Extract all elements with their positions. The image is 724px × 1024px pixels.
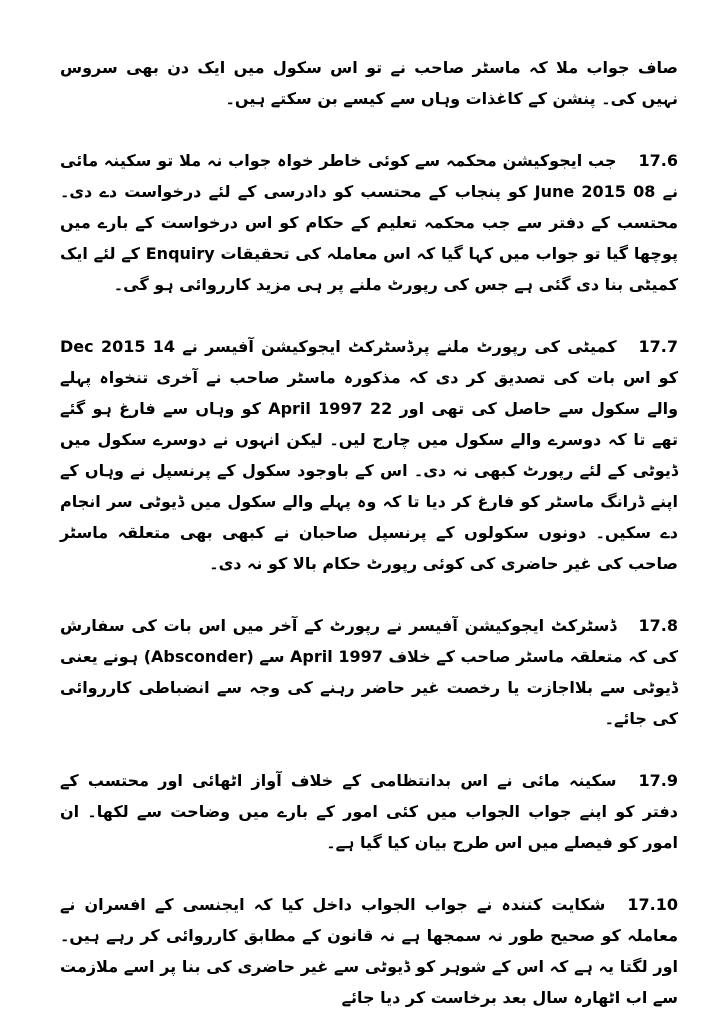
paragraph-17-7 (60, 331, 678, 579)
paragraph-number: 17.10 (627, 895, 678, 914)
paragraph-number: 17.8 (638, 616, 678, 635)
paragraph-text: سکینہ مائی نے اس بدانتظامی کے خلاف آواز اٹھائی اور محتسب کے دفتر کو اپنے جواب الجواب میں کئی امور کے بارے میں وضاحت سے لکھا۔ ان امور کو فیصلے میں اس طرح بیان کیا گیا ہے۔ (60, 771, 678, 852)
paragraph-continuation (60, 52, 678, 114)
paragraph-text: ڈسٹرکٹ ایجوکیشن آفیسر نے رپورٹ کے آخر میں اس بات کی سفارش کی کہ متعلقہ ماسٹر صاحب کے خلاف April 1997 سے (Absconder) ہونے یعنی ڈیوٹی سے بلااجازت یا رخصت غیر حاضر رہنے کی وجہ سے انضباطی کارروائی کی جائے۔ (60, 616, 679, 728)
paragraph-17-9 (60, 765, 678, 858)
paragraph-text: شکایت کنندہ نے جواب الجواب داخل کیا کہ ایجنسی کے افسران نے معاملہ کو صحیح طور نہ سمجھا ہے نہ قانون کے مطابق کارروائی کر رہے ہیں۔ اور لگتا یہ ہے کہ اس کے شوہر کو ڈیوٹی سے غیر حاضری کی بنا پر اسے ملازمت سے اب اٹھارہ سال بعد برخاست کر دیا جائے (60, 895, 678, 1007)
paragraph-17-6 (60, 145, 678, 300)
paragraph-text: جب ایجوکیشن محکمہ سے کوئی خاطر خواہ جواب نہ ملا تو سکینہ مائی نے 08 June 2015 کو پنجاب کے محتسب کو دادرسی کے لئے درخواست دے دی۔ محتسب کے دفتر سے جب محکمہ تعلیم کے حکام کو اس درخواست کے بارے میں پوچھا گیا تو جواب میں کہا گیا کہ اس معاملہ کی تحقیقات Enquiry کے لئے ایک کمیٹی بنا دی گئی ہے جس کی رپورٹ ملنے پر ہی مزید کارروائی ہو گی۔ (60, 151, 679, 294)
paragraph-number: 17.7 (638, 337, 678, 356)
paragraph-text: کمیٹی کی رپورٹ ملنے پرڈسٹرکٹ ایجوکیشن آفیسر نے 14 Dec 2015 کو اس بات کی تصدیق کر دی کہ مذکورہ ماسٹر صاحب نے آخری تنخواہ پہلے والے سکول سے حاصل کی تھی اور 22 April 1997 کو وہاں سے فارغ ہو گئے تھے تا کہ دوسرے والے سکول میں چارج لیں۔ لیکن انہوں نے دوسرے سکول میں ڈیوٹی کے لئے رپورٹ کبھی نہ دی۔ اس کے باوجود سکول کے پرنسپل نے وہاں کے اپنے ڈرانگ ماسٹر کو فارغ کر دیا تا کہ وہ پہلے والے سکول میں ڈیوٹی سر انجام دے سکیں۔ دونوں سکولوں کے پرنسپل صاحبان نے کبھی بھی متعلقہ ماسٹر صاحب کی غیر حاضری کی کوئی رپورٹ حکام بالا کو نہ دی۔ (60, 337, 679, 573)
paragraph-17-8 (60, 610, 678, 734)
paragraph-text: صاف جواب ملا کہ ماسٹر صاحب نے تو اس سکول میں ایک دن بھی سروس نہیں کی۔ پنشن کے کاغذات وہاں سے کیسے بن سکتے ہیں۔ (60, 58, 678, 108)
paragraph-number: 17.6 (638, 151, 678, 170)
paragraph-number: 17.9 (638, 771, 678, 790)
paragraph-17-10 (60, 889, 678, 1013)
